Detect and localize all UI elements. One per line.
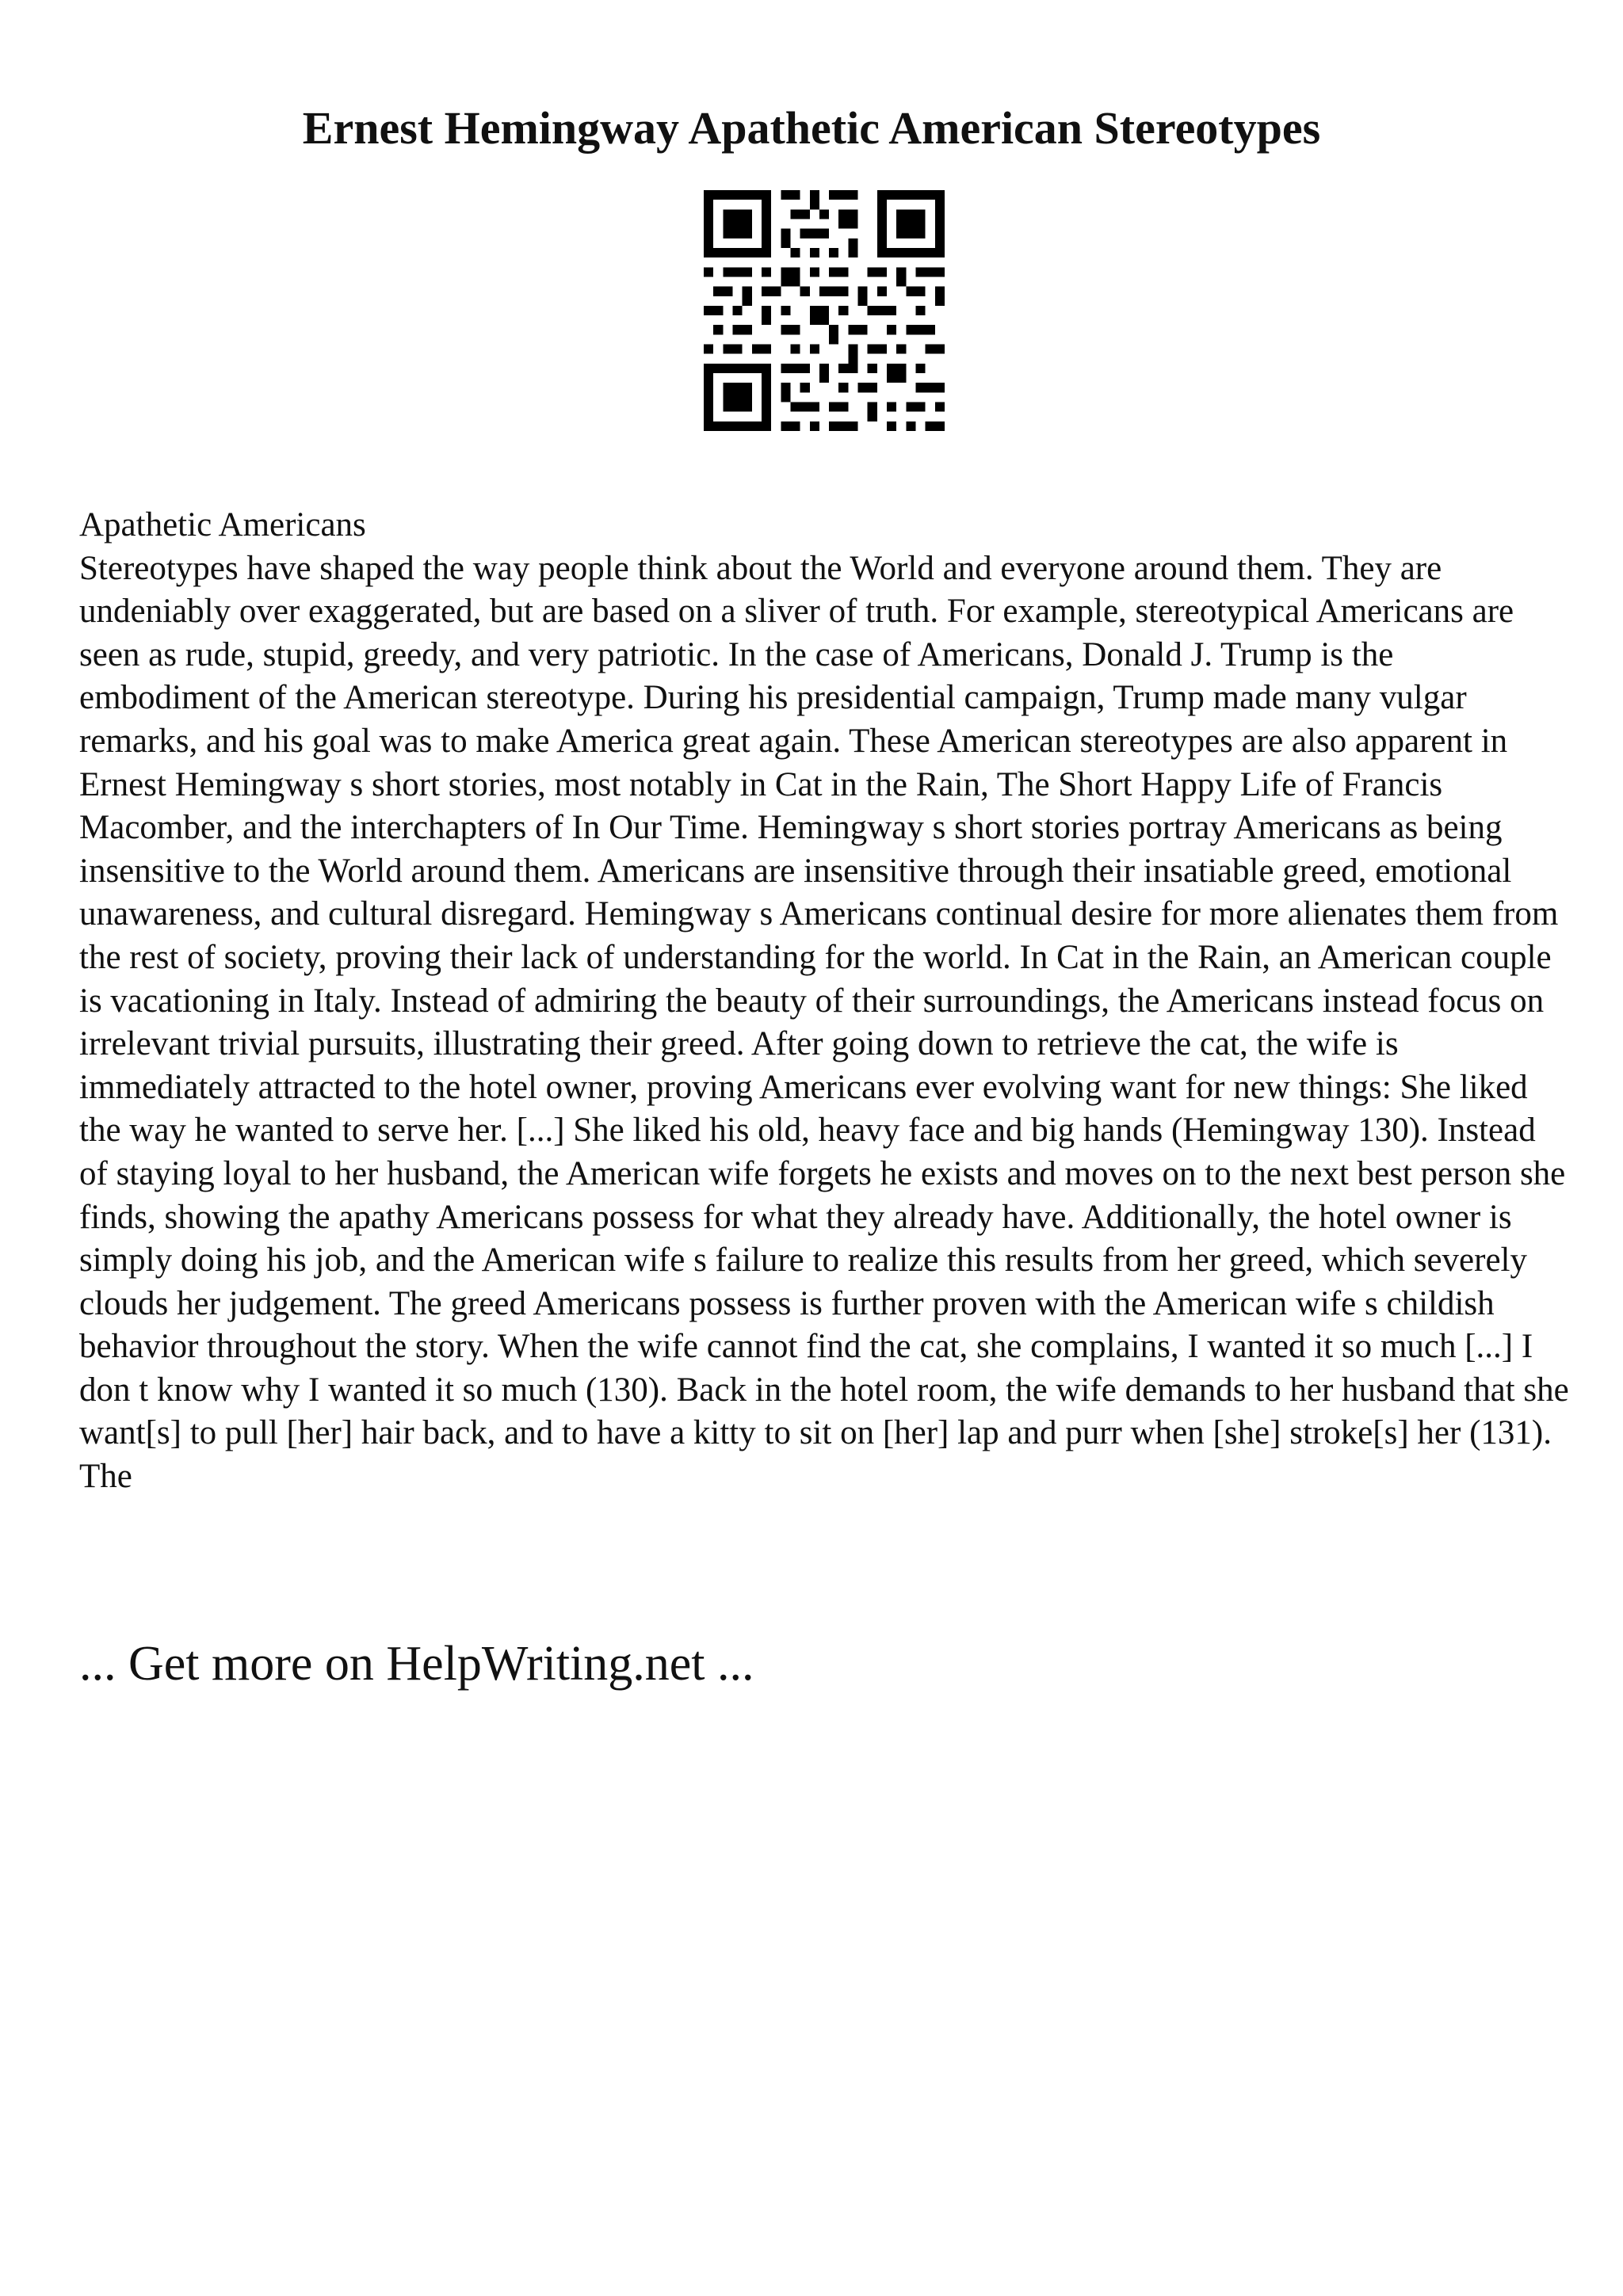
essay-body: Stereotypes have shaped the way people think about the World and everyone around them. They are undeniably over exaggerated, but are based on a sliver of truth. For example, stereotypical Americans are seen as rude, stupid, greedy, and very patriotic. In the case of Americans, Donald J. Trump is the embodiment of the American stereotype. During his presidential campaign, Trump made many vulgar remarks, and his goal was to make America great again. These American stereotypes are also apparent in Ernest Hemingway s short stories, most notably in Cat in the Rain, The Short Happy Life of Francis Macomber, and the interchapters of In Our Time. Hemingway s short stories portray Americans as being insensitive to the World around them. Americans are insensitive through their insatiable greed, emotional unawareness, and cultural disregard. Hemingway s Americans continual desire for more alienates them from the rest of society, proving their lack of understanding for the world. In Cat in the Rain, an American couple is vacationing in Italy. Instead of admiring the beauty of their surroundings, the Americans instead focus on irrelevant trivial pursuits, illustrating their greed. After going down to retrieve the cat, the wife is immediately attracted to the hotel owner, proving Americans ever evolving want for new things: She liked the way he wanted to serve her. [...] She liked his old, heavy face and big hands (Hemingway 130). Instead of staying loyal to her husband, the American wife forgets he exists and moves on to the next best person she finds, showing the apathy Americans possess for what they already have. Additionally, the hotel owner is simply doing his job, and the American wife s failure to realize this results from her greed, which severely clouds her judgement. The greed Americans possess is further proven with the American wife s childish behavior throughout the story. When the wife cannot find the cat, she complains, I wanted it so much [...] I don t know why I wanted it so much (130). Back in the hotel room, the wife demands to her husband that she want[s] to pull [her] hair back, and to have a kitty to sit on [her] lap and purr when [she] stroke[s] her (131). The <box>79 549 1569 1496</box>
get-more-link[interactable]: ... Get more on HelpWriting.net ... <box>79 1637 754 1691</box>
essay-heading: Apathetic Americans <box>79 506 366 543</box>
essay-excerpt <box>79 504 1569 1499</box>
document-title: Ernest Hemingway Apathetic American Stereotypes <box>302 102 1321 154</box>
qr-code-icon[interactable] <box>704 190 945 431</box>
